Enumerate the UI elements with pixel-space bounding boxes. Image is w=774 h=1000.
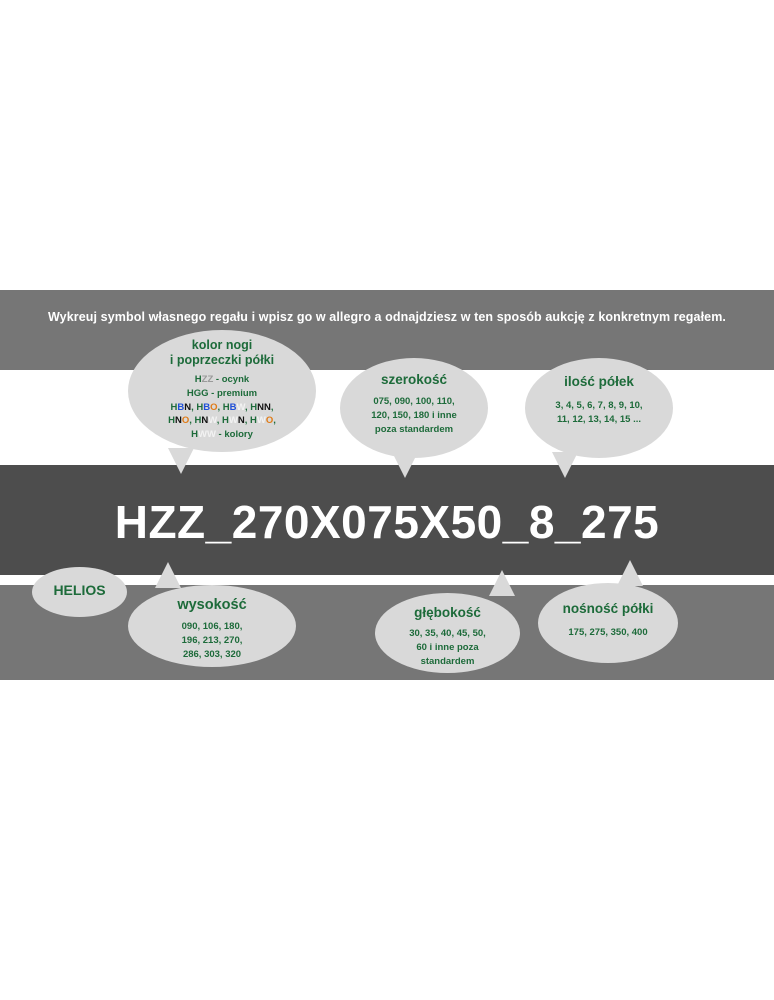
callout-nosnosc-polki [538,583,678,663]
callout-szerokosc-line-2: 120, 150, 180 i inne [371,409,457,421]
callout-kolor-nogi-title-line2: i poprzeczki półki [169,353,275,367]
callout-kolor-nogi-title [128,338,316,368]
callout-ilosc-polek-line-1: 3, 4, 5, 6, 7, 8, 9, 10, [555,400,643,412]
callout-ilosc-polek [525,358,673,458]
callout-helios-title: HELIOS [53,582,106,598]
callout-wysokosc-title: wysokość [177,597,247,613]
background-band-bottom [0,680,774,710]
callout-nosnosc-title: nośność półki [562,601,654,616]
callout-kolor-nogi-line-1: HZZ - ocynk [194,374,250,385]
callout-kolor-nogi-line-3: HBN, HBO, HBW, HNN, [170,401,274,413]
callout-ilosc-polek-body [525,399,673,427]
callout-glebokosc-body [375,627,520,668]
callout-ilosc-polek-tail [552,452,578,478]
callout-nosnosc-body [538,626,678,640]
callout-szerokosc-body [340,395,488,436]
callout-kolor-nogi-title-line1: kolor nogi [191,338,253,352]
callout-wysokosc-line-2: 196, 213, 270, [181,635,243,647]
callout-szerokosc-line-3: poza standardem [374,423,454,435]
callout-wysokosc-line-1: 090, 106, 180, [181,621,243,633]
callout-glebokosc-line-2: 60 i inne poza [416,641,479,653]
callout-glebokosc [375,593,520,673]
callout-kolor-nogi-line-2: HGG - premium [186,387,258,399]
background-band-top [0,290,774,370]
callout-helios [32,567,127,617]
callout-kolor-nogi-line-5: HWW - kolory [191,429,253,441]
callout-kolor-nogi-line-4: HNO, HNW, HWN, HWO, [168,415,276,427]
callout-szerokosc-title: szerokość [380,372,448,387]
callout-szerokosc-line-1: 075, 090, 100, 110, [373,396,455,408]
callout-glebokosc-line-1: 30, 35, 40, 45, 50, [409,628,486,640]
callout-ilosc-polek-title: ilość półek [564,374,634,389]
callout-kolor-nogi-body [128,373,316,442]
callout-wysokosc-body [128,620,296,661]
callout-szerokosc-tail [392,452,418,478]
callout-glebokosc-tail [489,570,515,596]
headline-text: Wykreuj symbol własnego regału i wpisz go w allegro a odnajdziesz w ten sposób aukcję z konkretnym regałem. [47,310,726,324]
product-symbol: HZZ_270X075X50_8_275 [114,496,660,548]
callout-wysokosc [128,585,296,667]
callout-nosnosc-tail [617,560,643,586]
callout-wysokosc-line-3: 286, 303, 320 [182,648,242,660]
callout-szerokosc [340,358,488,458]
callout-kolor-nogi [128,330,316,452]
callout-wysokosc-tail [155,562,181,588]
callout-ilosc-polek-line-2: 11, 12, 13, 14, 15 ... [557,413,641,425]
callout-glebokosc-title: głębokość [414,605,481,620]
callout-nosnosc-line-1: 175, 275, 350, 400 [568,627,648,639]
callout-glebokosc-line-3: standardem [420,655,475,667]
callout-kolor-nogi-tail [168,448,194,474]
